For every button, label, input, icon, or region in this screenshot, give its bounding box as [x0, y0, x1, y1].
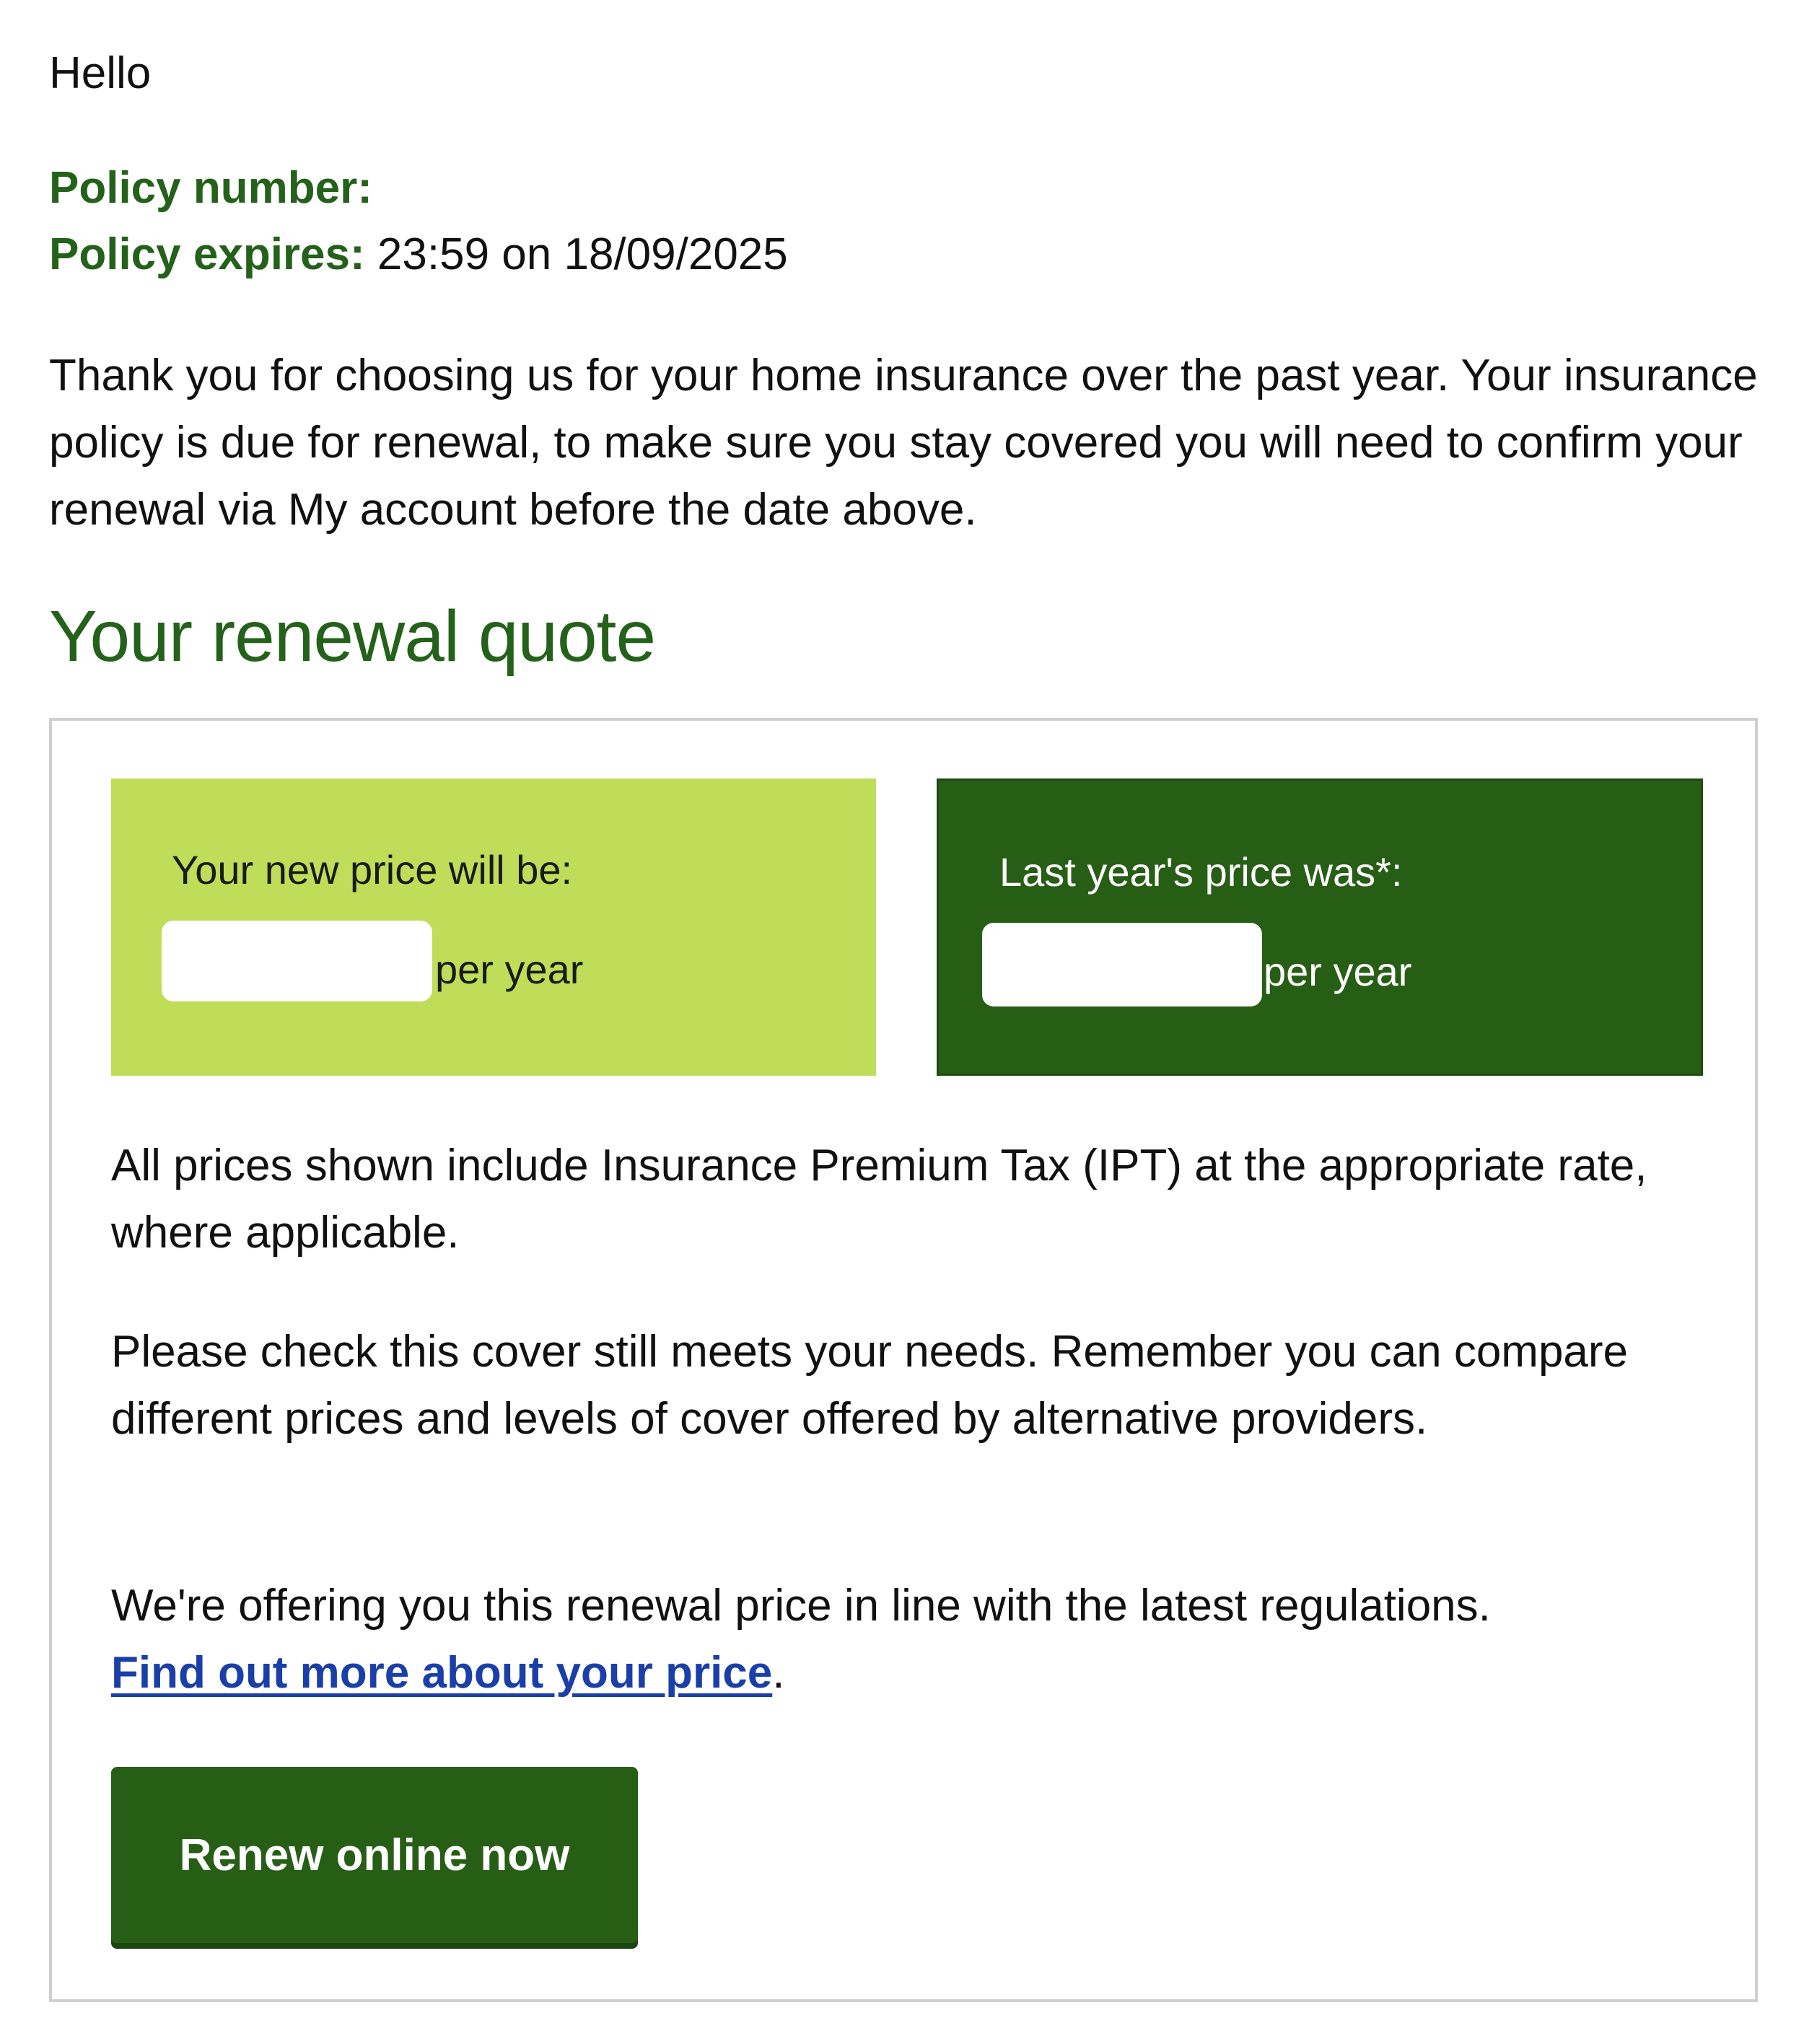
last-price-card — [937, 778, 1703, 1076]
policy-details — [49, 155, 788, 288]
regulations-end: . — [772, 1648, 785, 1698]
find-out-more-link[interactable]: Find out more about your price — [111, 1648, 773, 1698]
renewal-quote-box — [49, 718, 1758, 2002]
intro-text: Thank you for choosing us for your home insurance over the past year. Your insurance policy is due for renewal, to make sure you stay covered you will need to confirm your renewal via My account before the date above. — [49, 351, 1758, 535]
last-price-label: Last year's price was*: — [999, 849, 1403, 895]
new-price-suffix: per year — [435, 947, 584, 992]
policy-expires-value: 23:59 on 18/09/2025 — [377, 229, 788, 279]
policy-expires-row — [49, 221, 788, 288]
cover-check-note: Please check this cover still meets your needs. Remember you can compare different prices and levels of cover offered by alternative providers. — [111, 1327, 1629, 1444]
last-price-suffix: per year — [1264, 949, 1412, 994]
last-price-value — [982, 923, 1262, 1006]
regulations-text: We're offering you this renewal price in line with the latest regulations. — [111, 1581, 1491, 1631]
regulations-note — [111, 1572, 1699, 1706]
new-price-label: Your new price will be: — [172, 847, 573, 892]
section-title: Your renewal quote — [49, 596, 656, 677]
renew-online-button[interactable]: Renew online now — [111, 1767, 638, 1943]
policy-number-row — [49, 155, 788, 221]
policy-number-label: Policy number: — [49, 163, 372, 213]
greeting: Hello — [49, 48, 152, 98]
ipt-note: All prices shown include Insurance Premium Tax (IPT) at the appropriate rate, where applicable. — [111, 1141, 1647, 1258]
new-price-card — [111, 778, 876, 1076]
policy-expires-label: Policy expires: — [49, 229, 365, 279]
new-price-value — [162, 921, 432, 1001]
